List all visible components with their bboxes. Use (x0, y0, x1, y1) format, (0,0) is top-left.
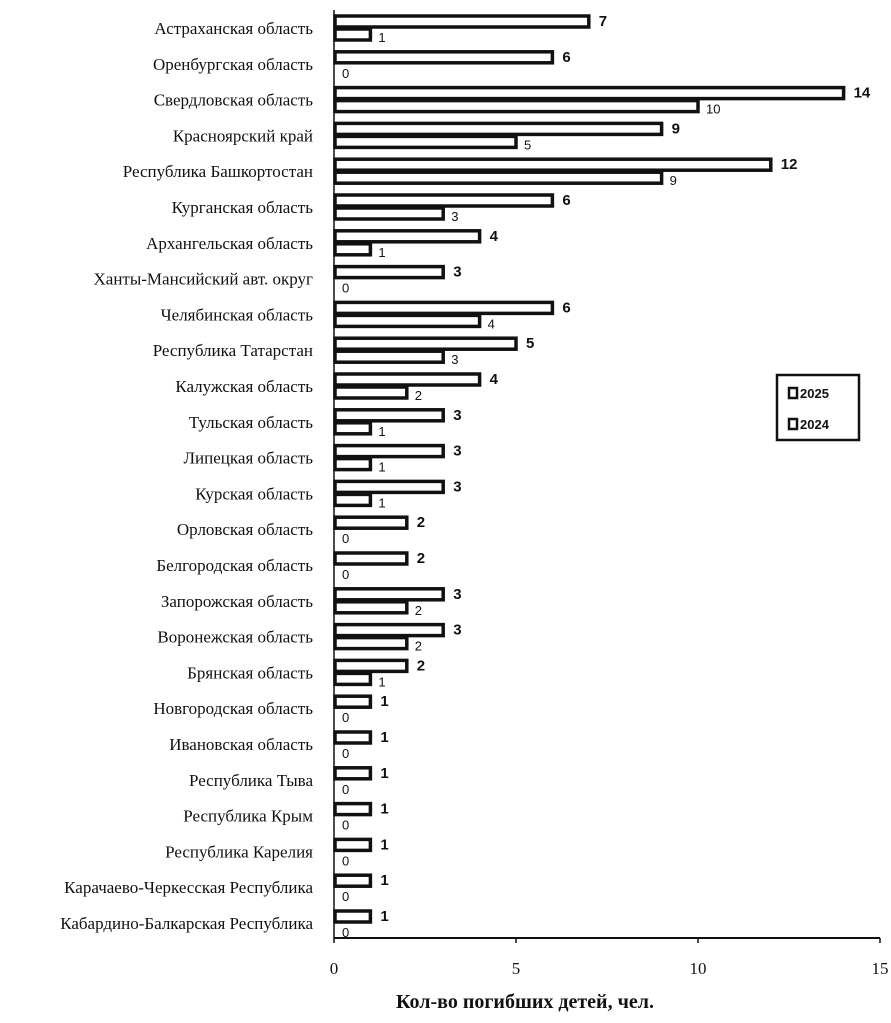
bar-2025 (335, 231, 480, 242)
category-label: Ивановская область (169, 735, 313, 754)
data-label-2024: 1 (378, 423, 386, 439)
category-label: Республика Татарстан (152, 341, 313, 361)
data-label-2024: 1 (378, 674, 386, 690)
bar-2024 (335, 673, 370, 684)
bar-2024 (335, 208, 443, 219)
bar-2025 (335, 88, 844, 99)
bar-2025 (335, 839, 370, 850)
legend-label: 2024 (800, 417, 829, 432)
data-label-2024: 9 (669, 173, 677, 189)
legend-label: 2025 (800, 386, 829, 401)
category-label: Калужская область (175, 377, 313, 396)
bar-2024 (335, 244, 370, 255)
data-label-2025: 3 (453, 442, 462, 460)
category-label: Карачаево-Черкесская Республика (64, 878, 313, 898)
bar-2025 (335, 159, 771, 170)
data-label-2025: 12 (780, 156, 798, 174)
category-label: Ханты-Мансийский авт. округ (93, 269, 313, 289)
data-label-2025: 2 (416, 657, 426, 675)
data-label-2025: 1 (380, 908, 389, 925)
x-axis-title: Кол-во погибших детей, чел. (396, 991, 654, 1013)
data-label-2025: 1 (380, 693, 389, 711)
bar-2025 (335, 481, 443, 492)
x-tick-label: 5 (511, 959, 521, 978)
data-label-2024: 10 (706, 101, 721, 117)
bar-2024 (335, 638, 407, 649)
bar-2025 (335, 768, 370, 779)
category-label: Челябинская область (160, 305, 313, 325)
legend-swatch (789, 419, 797, 429)
bar-2024 (335, 136, 516, 147)
data-label-2024: 0 (342, 531, 350, 547)
category-label: Новгородская область (153, 699, 313, 719)
axes-group (334, 10, 880, 943)
data-label-2024: 2 (414, 638, 423, 654)
bar-2025 (335, 16, 589, 27)
data-label-2025: 6 (562, 192, 571, 209)
bar-2024 (335, 29, 370, 40)
bar-2025 (335, 410, 443, 421)
data-label-2024: 0 (342, 567, 350, 582)
bar-2025 (335, 553, 407, 564)
bar-2025 (335, 267, 443, 278)
data-label-2024: 1 (378, 495, 386, 511)
category-label: Республика Тыва (188, 770, 313, 790)
category-label: Республика Крым (183, 806, 313, 826)
bar-2025 (335, 517, 407, 528)
data-label-2024: 0 (342, 65, 350, 81)
data-label-2025: 2 (416, 550, 426, 567)
data-label-2024: 0 (342, 746, 350, 761)
bar-2025 (335, 660, 407, 671)
bar-2024 (335, 423, 370, 434)
bar-2024 (335, 602, 407, 613)
bar-2025 (335, 338, 516, 349)
data-label-2024: 0 (342, 280, 350, 296)
data-label-2024: 1 (378, 30, 386, 45)
bar-2024 (335, 351, 443, 362)
category-label: Липецкая область (183, 448, 313, 468)
data-label-2025: 6 (562, 299, 571, 317)
bar-2025 (335, 302, 552, 313)
data-label-2024: 3 (451, 209, 459, 224)
data-label-2024: 0 (342, 853, 350, 869)
bar-2025 (335, 374, 480, 385)
data-label-2024: 4 (487, 316, 495, 332)
bar-2025 (335, 123, 662, 134)
category-label: Свердловская область (153, 90, 313, 110)
bar-2025 (335, 911, 370, 922)
bar-2025 (335, 195, 552, 206)
bars-group (335, 16, 844, 922)
bar-2024 (335, 387, 407, 398)
bar-2024 (335, 172, 662, 183)
category-label: Орловская область (176, 520, 313, 540)
data-label-2025: 3 (453, 478, 462, 496)
bar-2025 (335, 52, 552, 63)
bar-2024 (335, 494, 370, 505)
legend (777, 375, 859, 440)
bar-2024 (335, 101, 698, 112)
data-label-2025: 14 (853, 84, 871, 102)
bar-2025 (335, 446, 443, 457)
data-label-2024: 0 (342, 925, 350, 940)
data-label-2025: 1 (380, 836, 389, 854)
data-label-2024: 3 (451, 352, 459, 368)
category-label: Курганская область (171, 198, 313, 217)
legend-swatch (789, 388, 797, 398)
data-label-2025: 9 (671, 120, 680, 138)
x-tick-label: 0 (329, 959, 339, 978)
data-label-2024: 1 (378, 244, 386, 260)
data-label-2024: 2 (414, 388, 423, 403)
data-label-2024: 0 (342, 781, 350, 797)
data-label-2025: 1 (380, 800, 389, 818)
bar-2024 (335, 459, 370, 470)
bar-2025 (335, 589, 443, 600)
data-label-2025: 1 (380, 729, 389, 746)
data-label-2024: 2 (414, 602, 423, 618)
data-label-2024: 5 (524, 137, 532, 153)
category-label: Кабардино-Балкарская Республика (60, 914, 313, 933)
data-label-2025: 6 (562, 48, 571, 66)
data-label-2024: 0 (342, 889, 350, 905)
bar-2025 (335, 696, 370, 707)
category-label: Тульская область (188, 412, 313, 432)
bar-2024 (335, 315, 480, 326)
category-label: Республика Карелия (165, 842, 313, 862)
data-label-2024: 0 (342, 710, 350, 726)
category-label: Астраханская область (154, 19, 313, 38)
data-label-2025: 3 (453, 621, 462, 639)
category-label: Архангельская область (146, 233, 313, 253)
category-label: Брянская область (187, 663, 313, 683)
bar-2025 (335, 625, 443, 636)
bar-2025 (335, 804, 370, 815)
data-label-2025: 4 (489, 371, 498, 388)
category-label: Воронежская область (157, 627, 313, 647)
x-tick-label: 10 (689, 959, 707, 978)
category-label: Республика Башкортостан (122, 162, 313, 182)
category-label: Красноярский край (172, 126, 313, 146)
data-label-2025: 3 (453, 263, 462, 281)
bar-2025 (335, 732, 370, 743)
data-label-2024: 1 (378, 459, 386, 475)
category-label: Запорожская область (160, 591, 313, 611)
data-label-2025: 7 (598, 13, 608, 30)
category-label: Курская область (195, 484, 313, 504)
x-tick-label: 15 (871, 959, 889, 978)
data-label-2025: 2 (416, 514, 426, 532)
data-label-2025: 1 (380, 872, 389, 890)
data-label-2025: 3 (453, 406, 462, 424)
category-label: Оренбургская область (152, 54, 313, 74)
data-label-2024: 0 (342, 817, 350, 833)
data-label-2025: 1 (380, 764, 389, 782)
data-label-2025: 3 (453, 585, 462, 603)
data-label-2025: 4 (489, 227, 498, 245)
data-label-2025: 5 (526, 335, 535, 353)
bar-2025 (335, 875, 370, 886)
category-label: Белгородская область (156, 556, 313, 575)
